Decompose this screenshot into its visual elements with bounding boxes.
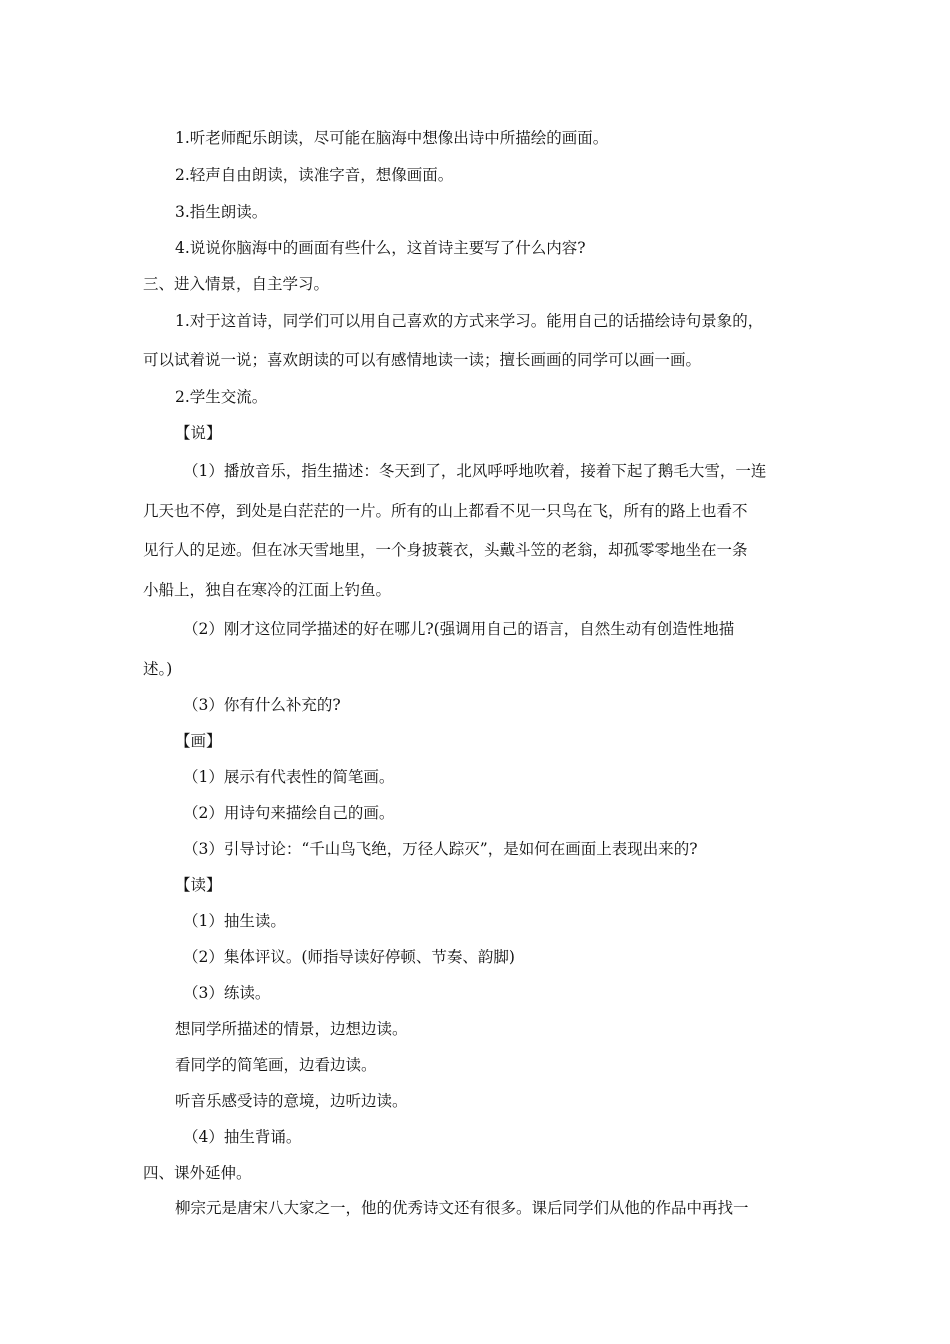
text-line: 小船上，独自在寒冷的江面上钓鱼。	[143, 581, 392, 599]
section-heading: 四、课外延伸。	[143, 1164, 252, 1182]
text-line: 3.指生朗读。	[175, 203, 268, 221]
text-line: （1）抽生读。	[183, 912, 286, 930]
text-line: 2.学生交流。	[175, 388, 268, 406]
text-line: 4.说说你脑海中的画面有些什么，这首诗主要写了什么内容?	[175, 239, 586, 257]
text-line: 见行人的足迹。但在冰天雪地里，一个身披蓑衣，头戴斗笠的老翁，却孤零零地坐在一条	[143, 541, 748, 559]
text-line: （3）你有什么补充的?	[183, 696, 341, 714]
subheading-read: 【读】	[175, 876, 222, 894]
text-line: （1）播放音乐，指生描述：冬天到了，北风呼呼地吹着，接着下起了鹅毛大雪，一连	[183, 462, 767, 480]
text-line: 2.轻声自由朗读，读准字音，想像画面。	[175, 166, 454, 184]
text-line: （2）集体评议。(师指导读好停顿、节奏、韵脚)	[183, 948, 515, 966]
text-line: 可以试着说一说；喜欢朗读的可以有感情地读一读；擅长画画的同学可以画一画。	[143, 351, 702, 369]
section-heading: 三、进入情景，自主学习。	[143, 275, 330, 293]
subheading-draw: 【画】	[175, 732, 222, 750]
text-line: （4）抽生背诵。	[183, 1128, 302, 1146]
text-line: （1）展示有代表性的简笔画。	[183, 768, 395, 786]
text-line: 看同学的简笔画，边看边读。	[175, 1056, 377, 1074]
text-line: 柳宗元是唐宋八大家之一，他的优秀诗文还有很多。课后同学们从他的作品中再找一	[175, 1199, 749, 1217]
text-line: 1.对于这首诗，同学们可以用自己喜欢的方式来学习。能用自己的话描绘诗句景象的，	[175, 312, 764, 330]
text-line: 听音乐感受诗的意境，边听边读。	[175, 1092, 408, 1110]
text-line: （2）刚才这位同学描述的好在哪儿?(强调用自己的语言，自然生动有创造性地描	[183, 620, 735, 638]
text-line: （2）用诗句来描绘自己的画。	[183, 804, 395, 822]
text-line: 述。)	[143, 660, 173, 678]
subheading-say: 【说】	[175, 424, 222, 442]
text-line: 几天也不停，到处是白茫茫的一片。所有的山上都看不见一只鸟在飞，所有的路上也看不	[143, 502, 748, 520]
text-line: 1.听老师配乐朗读，尽可能在脑海中想像出诗中所描绘的画面。	[175, 129, 609, 147]
text-line: 想同学所描述的情景，边想边读。	[175, 1020, 408, 1038]
text-line: （3）引导讨论：“千山鸟飞绝，万径人踪灭”，是如何在画面上表现出来的?	[183, 840, 698, 858]
text-line: （3）练读。	[183, 984, 271, 1002]
